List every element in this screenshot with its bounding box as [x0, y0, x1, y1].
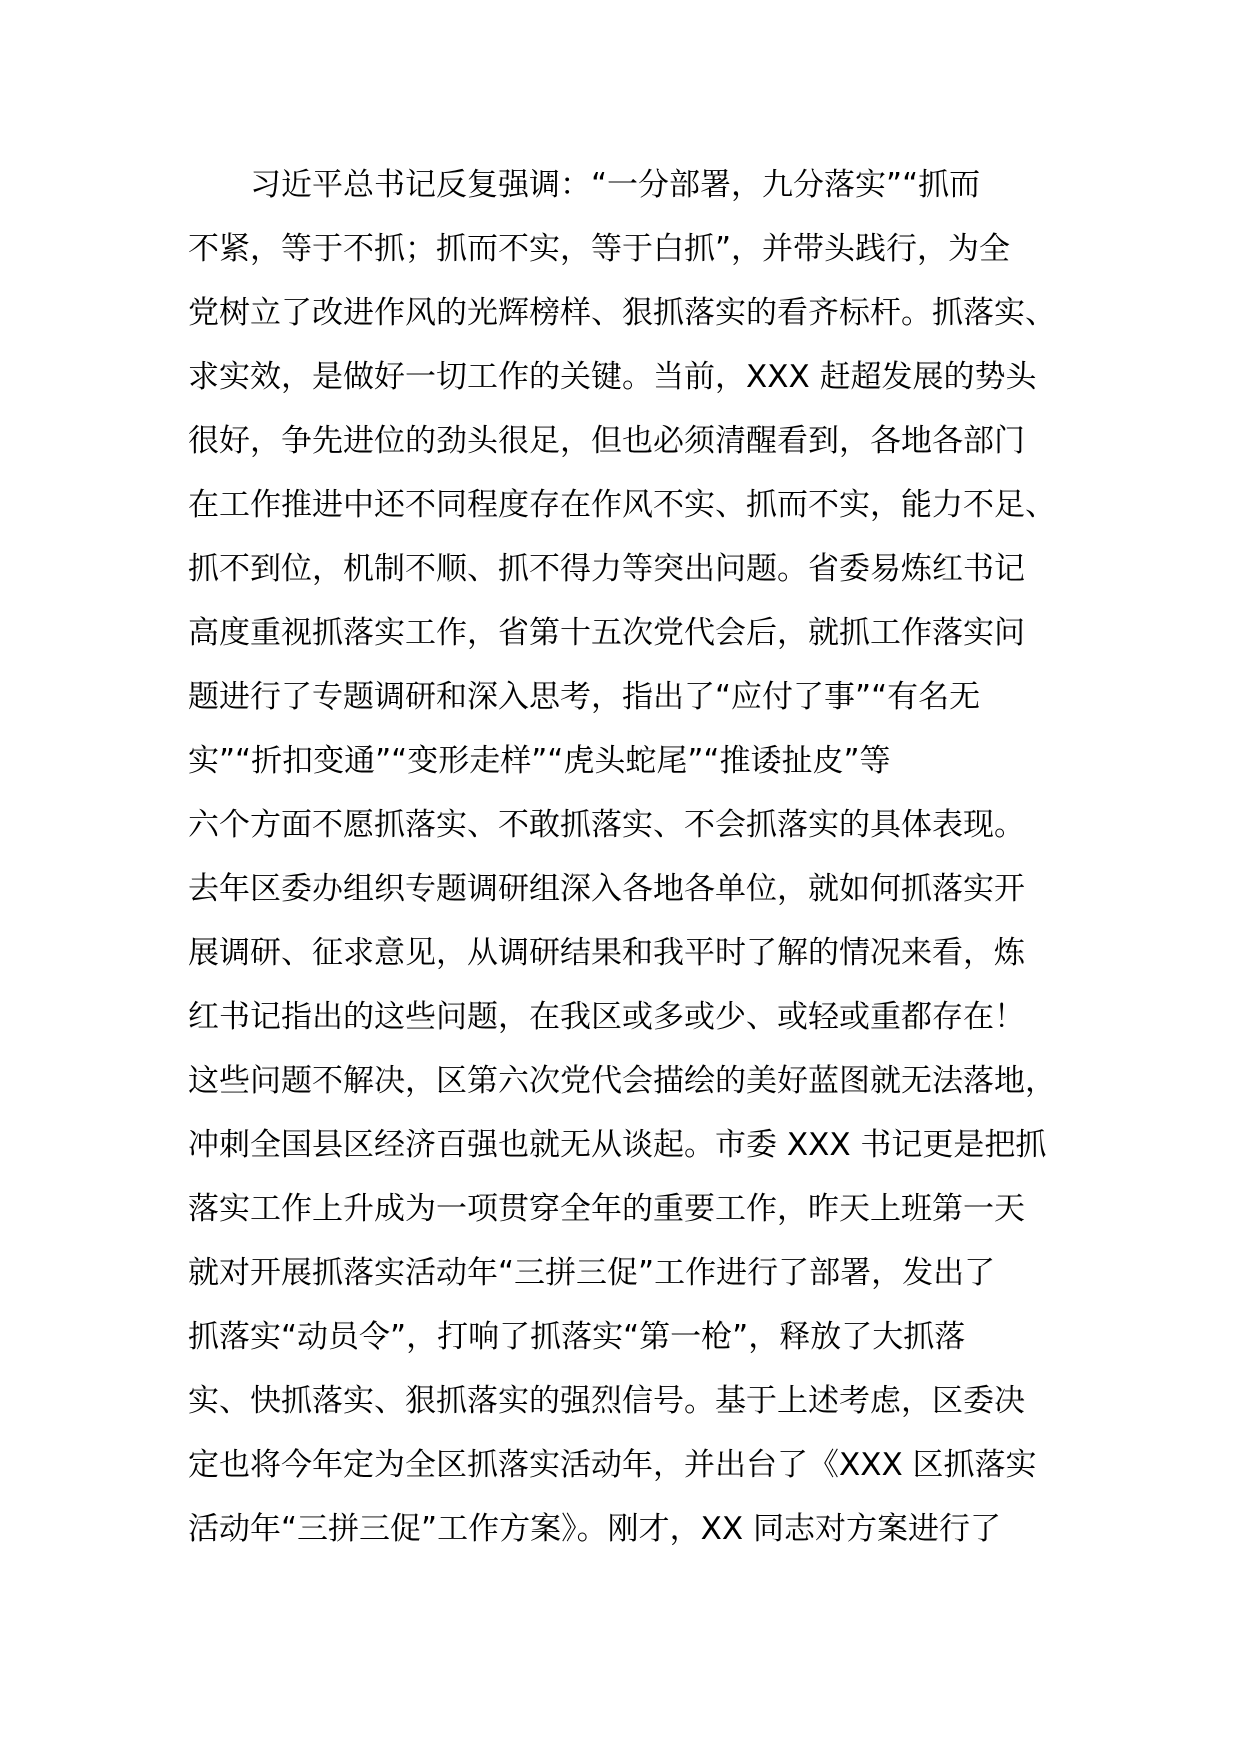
- paragraph-line-6: 在工作推进中还不同程度存在作风不实、抓而不实，能力不足、: [188, 487, 1056, 523]
- paragraph-line-2: 不紧，等于不抓；抓而不实，等于白抓”，并带头践行，为全: [188, 231, 1011, 267]
- paragraph-line-12: 去年区委办组织专题调研组深入各地各单位，就如何抓落实开: [188, 871, 1025, 907]
- paragraph-line-16: 冲刺全国县区经济百强也就无从谈起。市委 XXX 书记更是把抓: [188, 1127, 1047, 1163]
- paragraph-line-18: 就对开展抓落实活动年“三拼三促”工作进行了部署，发出了: [188, 1255, 996, 1291]
- paragraph-line-8: 高度重视抓落实工作，省第十五次党代会后，就抓工作落实问: [188, 615, 1025, 651]
- paragraph-line-13: 展调研、征求意见，从调研结果和我平时了解的情况来看，炼: [188, 935, 1025, 971]
- paragraph-line-22: 活动年“三拼三促”工作方案》。刚才，XX 同志对方案进行了: [188, 1511, 1001, 1547]
- paragraph-line-21: 定也将今年定为全区抓落实活动年，并出台了《XXX 区抓落实: [188, 1447, 1037, 1483]
- paragraph-line-10: 实”“折扣变通”“变形走样”“虎头蛇尾”“推诿扯皮”等: [188, 743, 891, 779]
- paragraph-line-15: 这些问题不解决，区第六次党代会描绘的美好蓝图就无法落地，: [188, 1063, 1056, 1099]
- paragraph-line-5: 很好，争先进位的劲头很足，但也必须清醒看到，各地各部门: [188, 423, 1025, 459]
- paragraph-line-4: 求实效，是做好一切工作的关键。当前，XXX 赶超发展的势头: [188, 359, 1037, 395]
- paragraph-line-20: 实、快抓落实、狠抓落实的强烈信号。基于上述考虑，区委决: [188, 1383, 1025, 1419]
- paragraph-line-14: 红书记指出的这些问题，在我区或多或少、或轻或重都存在！: [188, 999, 1025, 1035]
- paragraph-line-7: 抓不到位，机制不顺、抓不得力等突出问题。省委易炼红书记: [188, 551, 1025, 587]
- paragraph-line-17: 落实工作上升成为一项贯穿全年的重要工作，昨天上班第一天: [188, 1191, 1025, 1227]
- paragraph-line-3: 党树立了改进作风的光辉榜样、狠抓落实的看齐标杆。抓落实、: [188, 295, 1056, 331]
- paragraph-line-11: 六个方面不愿抓落实、不敢抓落实、不会抓落实的具体表现。: [188, 807, 1025, 843]
- paragraph-line-9: 题进行了专题调研和深入思考，指出了“应付了事”“有名无: [188, 679, 981, 715]
- paragraph-line-19: 抓落实“动员令”，打响了抓落实“第一枪”，释放了大抓落: [188, 1319, 966, 1355]
- paragraph-line-1: 习近平总书记反复强调：“一分部署，九分落实”“抓而: [250, 167, 981, 203]
